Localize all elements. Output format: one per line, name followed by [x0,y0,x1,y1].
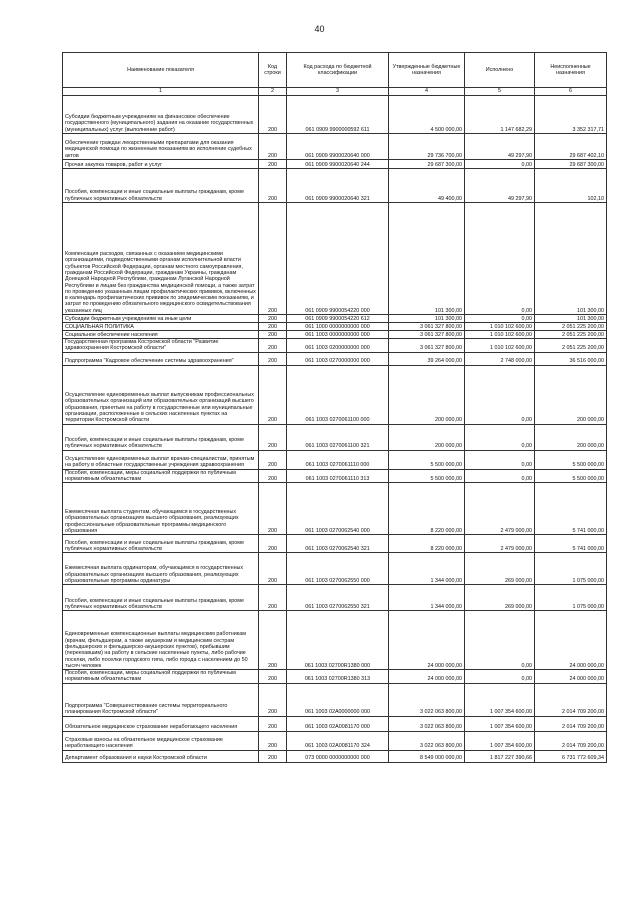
executed-amount: 1 010 102 600,00 [465,323,535,331]
row-name: Пособия, компенсации, меры социальной поддержки по публичным нормативным обязательствам [63,469,259,483]
header-indicator-name: Наименование показателя [63,53,259,88]
executed-amount: 0,00 [465,450,535,469]
approved-amount: 3 061 327 800,00 [389,331,465,339]
approved-amount: 8 220 000,00 [389,483,465,535]
table-row [63,331,607,339]
expense-code: 061 1003 02700R1380 000 [287,611,389,670]
row-code: 200 [259,203,287,315]
approved-amount: 101 300,00 [389,203,465,315]
unexecuted-amount: 2 051 225 200,00 [535,331,607,339]
approved-amount: 5 500 000,00 [389,450,465,469]
executed-amount: 0,00 [465,670,535,684]
executed-amount: 0,00 [465,160,535,169]
row-code: 200 [259,96,287,134]
approved-amount: 3 022 063 800,00 [389,716,465,731]
column-number: 2 [259,88,287,96]
expense-code: 061 1003 0000000000 000 [287,331,389,339]
expense-code: 073 0000 0000000000 000 [287,750,389,762]
executed-amount: 0,00 [465,203,535,315]
executed-amount: 2 748 000,00 [465,352,535,365]
executed-amount: 49 297,90 [465,169,535,203]
header-row-code: Код строки [259,53,287,88]
approved-amount: 1 344 000,00 [389,553,465,585]
row-code: 200 [259,352,287,365]
approved-amount: 3 022 063 800,00 [389,731,465,750]
row-name: Единовременные компенсационные выплаты медицинским работникам (врачам, фельдшерам, а также акушеркам и медицинским сестрам фельдшерских и фельдшерско-акушерских пунктов), прибывшим (переехавшим) на работу в сельские населенные пункты, либо рабочие поселки, либо поселки городского типа, либо города с населением до 50 тысяч человек [63,611,259,670]
row-name: Ежемесячная выплата ординаторам, обучающимся в государственных образовательных организациях высшего образования, реализующих образовательные программы ординатуры [63,553,259,585]
header-approved: Утвержденные бюджетные назначения [389,53,465,88]
column-number: 1 [63,88,259,96]
unexecuted-amount: 24 000 000,00 [535,670,607,684]
row-code: 200 [259,160,287,169]
expense-code: 061 0909 9900054220 612 [287,315,389,323]
row-code: 200 [259,134,287,160]
row-code: 200 [259,365,287,424]
executed-amount: 269 000,00 [465,585,535,611]
column-number-row [63,88,607,96]
table-row [63,352,607,365]
unexecuted-amount: 102,10 [535,169,607,203]
expense-code: 061 0909 9900054220 000 [287,203,389,315]
approved-amount: 1 344 000,00 [389,585,465,611]
row-name: Пособия, компенсации и иные социальные выплаты гражданам, кроме публичных нормативных обязательств [63,169,259,203]
row-code: 200 [259,611,287,670]
expense-code: 061 1003 0270062540 321 [287,535,389,553]
table-row [63,169,607,203]
unexecuted-amount: 29 687 300,00 [535,160,607,169]
table-row [63,683,607,716]
row-name: Обеспечение граждан лекарственными препаратами для оказания медицинской помощи по жизненным показаниям во исполнение судебных актов [63,134,259,160]
column-number: 4 [389,88,465,96]
row-code: 200 [259,716,287,731]
row-code: 200 [259,339,287,353]
expense-code: 061 1000 0000000000 000 [287,323,389,331]
executed-amount: 0,00 [465,315,535,323]
table-row [63,450,607,469]
unexecuted-amount: 2 014 709 200,00 [535,731,607,750]
unexecuted-amount: 5 741 000,00 [535,535,607,553]
table-row [63,339,607,353]
approved-amount: 3 061 327 800,00 [389,339,465,353]
table-row [63,469,607,483]
approved-amount: 24 000 000,00 [389,670,465,684]
table-row [63,323,607,331]
expense-code: 061 1003 02А0000000 000 [287,683,389,716]
row-name: СОЦИАЛЬНАЯ ПОЛИТИКА [63,323,259,331]
approved-amount: 101 300,00 [389,315,465,323]
row-name: Прочая закупка товаров, работ и услуг [63,160,259,169]
row-code: 200 [259,424,287,450]
row-code: 200 [259,469,287,483]
unexecuted-amount: 200 000,00 [535,424,607,450]
approved-amount: 5 500 000,00 [389,469,465,483]
executed-amount: 1 147 682,29 [465,96,535,134]
expense-code: 061 1003 0270061110 313 [287,469,389,483]
executed-amount: 1 817 227 390,66 [465,750,535,762]
row-code: 200 [259,323,287,331]
executed-amount: 2 479 000,00 [465,483,535,535]
header-executed: Исполнено [465,53,535,88]
row-code: 200 [259,553,287,585]
row-name: Социальное обеспечение населения [63,331,259,339]
approved-amount: 29 687 300,00 [389,160,465,169]
executed-amount: 1 007 354 600,00 [465,731,535,750]
row-code: 200 [259,535,287,553]
unexecuted-amount: 29 687 402,10 [535,134,607,160]
row-name: Подпрограмма "Кадровое обеспечение системы здравоохранения" [63,352,259,365]
executed-amount: 0,00 [465,424,535,450]
row-code: 200 [259,483,287,535]
row-name: Ежемесячная выплата студентам, обучающимся в государственных образовательных организациях высшего образования, реализующих профессиональные образовательные программы медицинского образования [63,483,259,535]
row-name: Пособия, компенсации и иные социальные выплаты гражданам, кроме публичных нормативных обязательств [63,535,259,553]
approved-amount: 24 000 000,00 [389,611,465,670]
expense-code: 061 1003 0270000000 000 [287,352,389,365]
unexecuted-amount: 2 014 709 200,00 [535,716,607,731]
approved-amount: 200 000,00 [389,424,465,450]
row-code: 200 [259,750,287,762]
table-row [63,96,607,134]
unexecuted-amount: 1 075 000,00 [535,553,607,585]
row-name: Субсидии бюджетным учреждениям на финансовое обеспечение государственного (муниципального) задания на оказание государственных (муниципальных) услуг (выполнение работ) [63,96,259,134]
row-code: 200 [259,683,287,716]
executed-amount: 1 010 102 600,00 [465,339,535,353]
row-name: Подпрограмма "Совершенствование системы территориального планирования Костромской области" [63,683,259,716]
column-number: 3 [287,88,389,96]
row-name: Осуществление единовременных выплат выпускникам профессиональных образовательных организаций или образовательных организаций высшего образования, принятым на работу в государственные или муниципальные организации, расположенные в сельских населенных пунктах на территории Костромской области [63,365,259,424]
row-name: Государственная программа Костромской области "Развитие здравоохранения Костромской области" [63,339,259,353]
unexecuted-amount: 5 500 000,00 [535,450,607,469]
table-row [63,424,607,450]
row-code: 200 [259,731,287,750]
expense-code: 061 1003 0200000000 000 [287,339,389,353]
executed-amount: 1 010 102 600,00 [465,331,535,339]
expense-code: 061 1003 0270062550 321 [287,585,389,611]
unexecuted-amount: 200 000,00 [535,365,607,424]
approved-amount: 49 400,00 [389,169,465,203]
table-row [63,670,607,684]
expense-code: 061 1003 02А0081170 000 [287,716,389,731]
row-code: 200 [259,169,287,203]
header-unexecuted: Неисполненные назначения [535,53,607,88]
expense-code: 061 0909 9900020640 321 [287,169,389,203]
row-code: 200 [259,315,287,323]
expense-code: 061 1003 0270062540 000 [287,483,389,535]
table-row [63,365,607,424]
approved-amount: 3 022 063 800,00 [389,683,465,716]
expense-code: 061 1003 0270062550 000 [287,553,389,585]
executed-amount: 49 297,90 [465,134,535,160]
budget-execution-table [62,52,607,763]
executed-amount: 269 000,00 [465,553,535,585]
table-row [63,134,607,160]
row-name: Пособия, компенсации и иные социальные выплаты гражданам, кроме публичных нормативных обязательств [63,585,259,611]
table-header-row [63,53,607,88]
table-row [63,611,607,670]
unexecuted-amount: 3 352 317,71 [535,96,607,134]
approved-amount: 3 061 327 800,00 [389,323,465,331]
unexecuted-amount: 36 516 000,00 [535,352,607,365]
unexecuted-amount: 2 014 709 200,00 [535,683,607,716]
row-name: Осуществление единовременных выплат врачам-специалистам, принятым на работу в областные государственные учреждения здравоохранения [63,450,259,469]
row-name: Субсидии бюджетным учреждениям на иные цели [63,315,259,323]
row-name: Пособия, компенсации и иные социальные выплаты гражданам, кроме публичных нормативных обязательств [63,424,259,450]
expense-code: 061 1003 0270061100 000 [287,365,389,424]
executed-amount: 2 479 000,00 [465,535,535,553]
unexecuted-amount: 5 500 000,00 [535,469,607,483]
approved-amount: 39 264 000,00 [389,352,465,365]
row-name: Обязательное медицинское страхование неработающего населения [63,716,259,731]
expense-code: 061 1003 0270061100 321 [287,424,389,450]
unexecuted-amount: 5 741 000,00 [535,483,607,535]
approved-amount: 4 500 000,00 [389,96,465,134]
unexecuted-amount: 101 300,00 [535,315,607,323]
table-row [63,553,607,585]
table-row [63,160,607,169]
executed-amount: 0,00 [465,469,535,483]
table-row [63,483,607,535]
expense-code: 061 0909 9900020640 244 [287,160,389,169]
table-row [63,716,607,731]
expense-code: 061 0909 9900000592 611 [287,96,389,134]
unexecuted-amount: 2 051 225 200,00 [535,339,607,353]
row-code: 200 [259,331,287,339]
unexecuted-amount: 1 075 000,00 [535,585,607,611]
row-name: Страховые взносы на обязательное медицинское страхование неработающего населения [63,731,259,750]
unexecuted-amount: 6 731 772 609,34 [535,750,607,762]
table-row [63,731,607,750]
unexecuted-amount: 24 000 000,00 [535,611,607,670]
row-code: 200 [259,450,287,469]
column-number: 5 [465,88,535,96]
unexecuted-amount: 101 300,00 [535,203,607,315]
table-row [63,535,607,553]
row-name: Департамент образования и науки Костромской области [63,750,259,762]
unexecuted-amount: 2 051 225 200,00 [535,323,607,331]
table-row [63,585,607,611]
expense-code: 061 1003 0270061110 000 [287,450,389,469]
executed-amount: 0,00 [465,611,535,670]
executed-amount: 1 007 354 600,00 [465,716,535,731]
executed-amount: 1 007 354 600,00 [465,683,535,716]
row-code: 200 [259,585,287,611]
column-number: 6 [535,88,607,96]
expense-code: 061 0909 9900020640 000 [287,134,389,160]
approved-amount: 8 220 000,00 [389,535,465,553]
table-row [63,750,607,762]
header-expense-code: Код расхода по бюджетной классификации [287,53,389,88]
expense-code: 061 1003 02700R1380 313 [287,670,389,684]
expense-code: 061 1003 02А0081170 324 [287,731,389,750]
approved-amount: 29 736 700,00 [389,134,465,160]
row-code: 200 [259,670,287,684]
executed-amount: 0,00 [465,365,535,424]
table-row [63,203,607,315]
table-row [63,315,607,323]
row-name: Пособия, компенсации, меры социальной поддержки по публичным нормативным обязательствам [63,670,259,684]
approved-amount: 8 549 000 000,00 [389,750,465,762]
page-number: 40 [314,24,325,34]
row-name: Компенсация расходов, связанных с оказанием медицинскими организациями, подведомственными органам исполнительной власти субъектов Российской Федерации, органам местного самоуправления, гражданам Российской Федерации, гражданам Украины, гражданам Донецкой Народной Республики, гражданам Луганской Народной Республики и лицам без гражданства медицинской помощи, а также затрат по проведению указанным лицам профилактических прививок, включенных в календарь профилактических прививок по эпидемическим показаниям, и затрат по проведению обязательного медицинского освидетельствования указанных лиц [63,203,259,315]
approved-amount: 200 000,00 [389,365,465,424]
